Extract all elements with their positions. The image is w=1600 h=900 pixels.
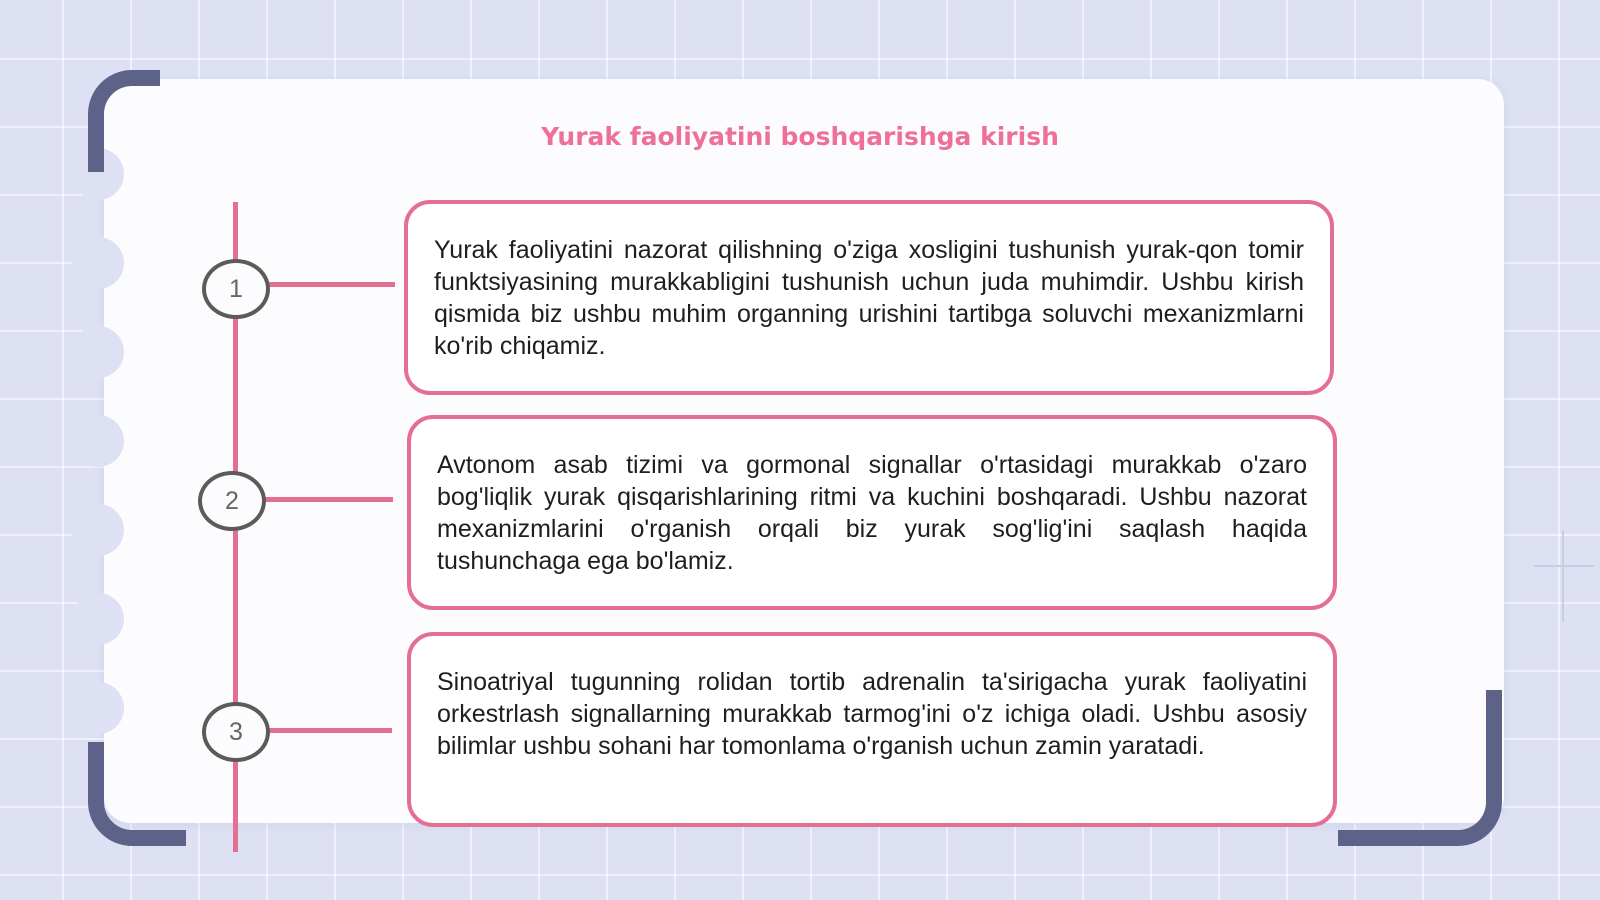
step-connector bbox=[266, 728, 392, 733]
card-edge-scallop bbox=[72, 415, 124, 467]
decorative-line bbox=[1562, 530, 1564, 622]
card-edge-scallop bbox=[72, 593, 124, 645]
slide-title: Yurak faoliyatini boshqarishga kirish bbox=[541, 122, 1059, 151]
step-connector bbox=[263, 497, 393, 502]
corner-bracket-top-left bbox=[88, 70, 160, 172]
step-text-box-1: Yurak faoliyatini nazorat qilishning o'ziga xosligini tushunish yurak-qon tomir funktsiyasining murakkabligini tushunish uchun juda muhimdir. Ushbu kirish qismida biz ushbu muhim organning urishini tartibga soluvchi mexanizmlarni ko'rib chiqamiz. bbox=[404, 200, 1334, 395]
step-number-3: 3 bbox=[202, 702, 270, 762]
step-text-box-2: Avtonom asab tizimi va gormonal signallar o'rtasidagi murakkab o'zaro bog'liqlik yurak qisqarishlarining ritmi va kuchini boshqaradi. Ushbu nazorat mexanizmlarini o'rganish orqali biz yurak sog'lig'ini saqlash haqida tushunchaga ega bo'lamiz. bbox=[407, 415, 1337, 610]
corner-bracket-bottom-right bbox=[1338, 690, 1502, 846]
step-number-2: 2 bbox=[198, 471, 266, 531]
card-edge-scallop bbox=[72, 237, 124, 289]
corner-bracket-bottom-left bbox=[88, 742, 186, 846]
card-edge-scallop bbox=[72, 682, 124, 734]
step-number-1: 1 bbox=[202, 259, 270, 319]
step-text-box-3: Sinoatriyal tugunning rolidan tortib adrenalin ta'sirigacha yurak faoliyatini orkestrlash signallarning murakkab tarmog'ini o'z ichiga oladi. Ushbu asosiy bilimlar ushbu sohani har tomonlama o'rganish uchun zamin yaratadi. bbox=[407, 632, 1337, 827]
card-edge-scallop bbox=[72, 326, 124, 378]
card-edge-scallop bbox=[72, 504, 124, 556]
step-connector bbox=[267, 282, 395, 287]
decorative-line bbox=[1534, 565, 1594, 567]
